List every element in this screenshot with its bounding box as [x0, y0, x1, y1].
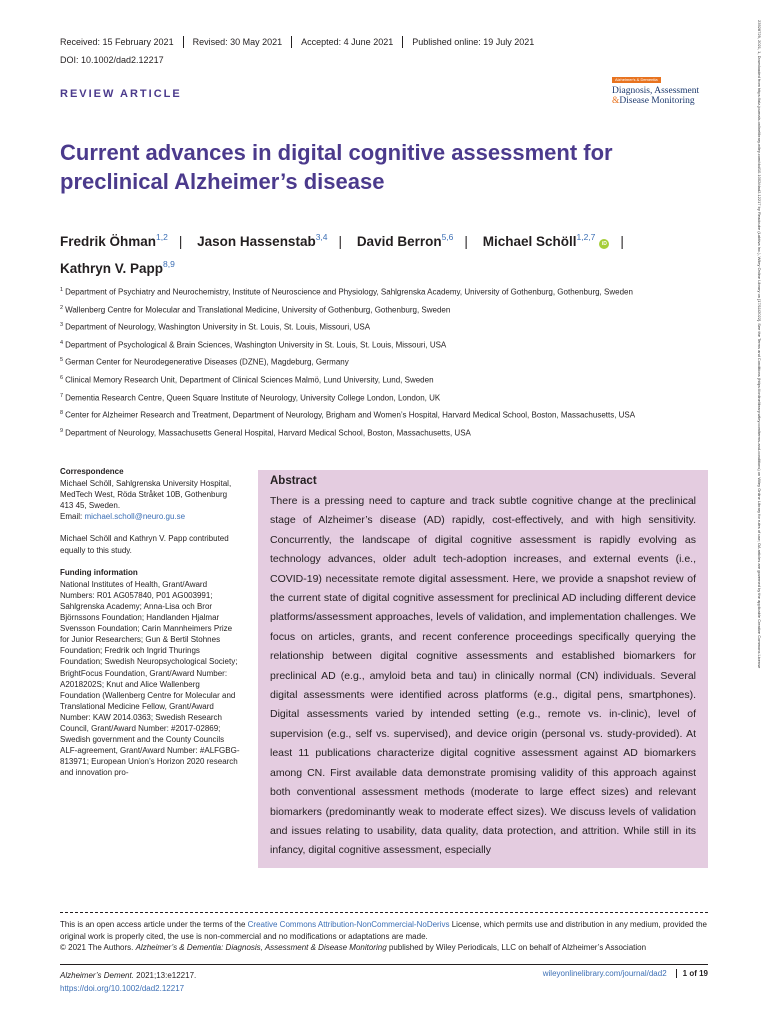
affiliation-item: $^2$ Wallenberg Centre for Molecular and Translational Medicine, University of Gothenburg, Gothenburg, Sweden: [60, 304, 451, 315]
affiliation-item: $^6$ Clinical Memory Research Unit, Department of Clinical Sciences Malmö, Lund University, Lund, Sweden: [60, 374, 434, 385]
orcid-icon[interactable]: iD: [599, 239, 609, 249]
affiliation-item: $^4$ Department of Psychological & Brain Sciences, Washington University in St. Louis, St. Louis, Missouri, USA: [60, 339, 447, 350]
open-access-note: This is an open access article under the terms of the Creative Commons Attribution-NonCommercial-NoDerivs License, which permits use and distribution in any medium, provided the original work is properly cited, the use is non-commercial and no modifications or adaptations are made. © 2021 The Authors. Alzheimer’s & Dementia: Diagnosis, Assessment & Disease Monitoring published by Wiley Periodicals, LLC on behalf of Alzheimer’s Association: [60, 920, 707, 953]
citation: [60, 969, 196, 995]
affiliation-item: $^3$ Department of Neurology, Washington University in St. Louis, St. Louis, Missouri, USA: [60, 322, 371, 332]
author-affil-ref[interactable]: 1,2,7: [576, 232, 596, 242]
journal-logo-line2: Disease Monitoring: [619, 96, 695, 106]
accepted-date: Accepted: 4 June 2021: [291, 36, 402, 48]
download-watermark: 23528729, 2021, 1, Downloaded from https://alz-journals.onlinelibrary.wiley.com/doi/10.1002/dad2.12217 by Readcube (Labtiva Inc.), Wiley Online Library on [17/11/2022]. See the Terms and Conditions (https://onlinelibrary.wiley.com/terms-and-conditions) on Wiley Online Library for rules of use; OA articles are governed by the applicable Creative Commons License: [757, 20, 762, 669]
published-date: Published online: 19 July 2021: [402, 36, 543, 48]
author-hassenstab[interactable]: Jason Hassenstab$^{3,4}$: [197, 232, 328, 249]
abstract-text: There is a pressing need to capture and track subtle cognitive change at the preclinical stage of Alzheimer’s disease (AD) rapidly, cost-effectively, and with high sensitivity. Concurrently, the landscape of digital cognitive assessment is rapidly evolving as technology advances, older adult tech-adoption increases, and external events (i.e., COVID-19) necessitate remote digital assessment. Here, we provide a snapshot review of the current state of digital cognitive assessment for preclinical AD including different device platforms/assessment approaches, levels of validation, and implementation challenges. We focus on articles, grants, and recent conference proceedings specifically querying the relationship between digital cognitive assessments and established biomarkers for preclinical AD (e.g., amyloid beta and tau) in clinically normal (CN) individuals. Several digital assessments were identified across platforms (e.g., digital pens, smartphones). Digital assessments varied by intended setting (e.g., remote vs. in-clinic), level of supervision (e.g., self vs. supervised), and device origin (personal vs. study-provided). At least 11 publications characterize digital cognitive assessment against AD biomarkers among CN. First available data demonstrate promising validity of this approach against both conventional assessment methods (moderate to large effect sizes) and relevant biomarkers (predominantly weak to moderate effect sizes). We discuss levels of validation and issues relating to usability, data quality, data protection, and attrition. While still in its infancy, digital cognitive assessment, especially: [270, 495, 696, 857]
affiliation-item: $^5$ German Center for Neurodegenerative Diseases (DZNE), Magdeburg, Germany: [60, 357, 349, 368]
author-affil-ref[interactable]: 8,9: [163, 259, 175, 269]
funding-text: National Institutes of Health, Grant/Award Numbers: R01 AG057840, P01 AG003991; Sahlgrenska Academy; Anna-Lisa och Bror Björnssons Foundation; Handlanden Hjalmar Svensson Foundation; Carin Mannheimers Prize for Junior Researchers; Gun & Bertil Stohnes Foundation; Fredrik och Ingrid Thurings Foundation; Swedish Neuropsychological Society; BrightFocus Foundation, Grant/Award Number: A2018202S; Knut and Alice Wallenberg Foundation (Wallenberg Centre for Molecular and Translational Medicine Fellow, Grant/Award Number: KAW 2014.0363; Swedish Research Council, Grant/Award Number: #2017-02869; Swedish government and the County Councils ALF-agreement, Grant/Award Number: #ALFGBG-813971; European Union’s Horizon 2020 research and innovation pro-: [60, 579, 240, 778]
citation-journal: Alzheimer’s Dement.: [60, 971, 134, 980]
abstract-heading: Abstract: [270, 475, 317, 487]
affiliation-item: $^7$ Dementia Research Centre, Queen Square Institute of Neurology, University College London, London, UK: [60, 392, 441, 403]
author-scholl[interactable]: Michael Schöll$^{1,2,7}$iD: [483, 234, 610, 249]
author-papp[interactable]: Kathryn V. Papp$^{8,9}$: [60, 259, 175, 276]
affiliation-item: $^1$ Department of Psychiatry and Neurochemistry, Institute of Neuroscience and Physiology, Sahlgrenska Academy, University of Gothenburg, Gothenburg, Sweden: [60, 287, 633, 297]
author-berron[interactable]: David Berron$^{5,6}$: [356, 232, 454, 249]
journal-logo-ampersand: &: [612, 96, 620, 106]
journal-logo-badge: Alzheimer's & Dementia: [612, 77, 661, 83]
page-number: 1 of 19: [676, 969, 708, 978]
footer-divider: [60, 964, 708, 965]
doi-link[interactable]: https://doi.org/10.1002/dad2.12217: [60, 984, 185, 993]
citation-volume: 2021;13:e12217.: [133, 971, 197, 980]
received-date: Received: 15 February 2021: [60, 37, 174, 47]
email-link[interactable]: michael.scholl@neuro.gu.se: [84, 512, 186, 522]
open-access-divider: [60, 912, 708, 913]
article-type: REVIEW ARTICLE: [60, 88, 182, 100]
doi: DOI: 10.1002/dad2.12217: [60, 55, 164, 65]
copyright-journal: Alzheimer’s & Dementia: Diagnosis, Assessment & Disease Monitoring: [135, 943, 387, 953]
correspondence-block: [60, 478, 240, 522]
journal-logo: [612, 68, 712, 106]
correspondence-address: Michael Schöll, Sahlgrenska University Hospital, MedTech West, Röda Stråket 10B, Gothenburg 413 45, Sweden.: [60, 479, 232, 511]
revised-date: Revised: 30 May 2021: [183, 36, 292, 48]
journal-site-link[interactable]: wileyonlinelibrary.com/journal/dad2: [542, 969, 667, 978]
journal-logo-line1: Diagnosis, Assessment: [612, 86, 700, 96]
author-ohman[interactable]: Fredrik Öhman$^{1,2}$: [60, 232, 168, 249]
sidebar: [60, 466, 240, 789]
author-affil-ref[interactable]: 1,2: [156, 232, 168, 242]
abstract-box: [258, 470, 708, 868]
affiliations: [60, 285, 740, 443]
publication-dates: [60, 36, 543, 48]
affiliation-item: $^8$ Center for Alzheimer Research and Treatment, Department of Neurology, Brigham and Women’s Hospital, Harvard Medical School, Boston, Massachusetts, USA: [60, 410, 636, 420]
funding-heading: Funding information: [60, 567, 138, 577]
author-list: Fredrik Öhman$^{1,2}$ | Jason Hassenstab$^{3,4}$ | David Berron$^{5,6}$ | Michael Schöll$^{1,2,7}$iD | Kathryn V. Papp$^{8,9}$: [60, 232, 624, 276]
affiliation-item: $^9$ Department of Neurology, Massachusetts General Hospital, Harvard Medical School, Boston, Massachusetts, USA: [60, 427, 471, 438]
footer-right: [543, 969, 708, 978]
correspondence-heading: Correspondence: [60, 467, 124, 476]
author-affil-ref[interactable]: 3,4: [315, 232, 328, 242]
contribution-note: Michael Schöll and Kathryn V. Papp contributed equally to this study.: [60, 534, 229, 555]
license-link[interactable]: Creative Commons Attribution-NonCommercial-NoDerivs: [247, 920, 450, 929]
email-label: Email:: [60, 512, 85, 522]
author-affil-ref[interactable]: 5,6: [441, 232, 454, 242]
article-title: Current advances in digital cognitive assessment for preclinical Alzheimer’s disease: [60, 140, 613, 194]
